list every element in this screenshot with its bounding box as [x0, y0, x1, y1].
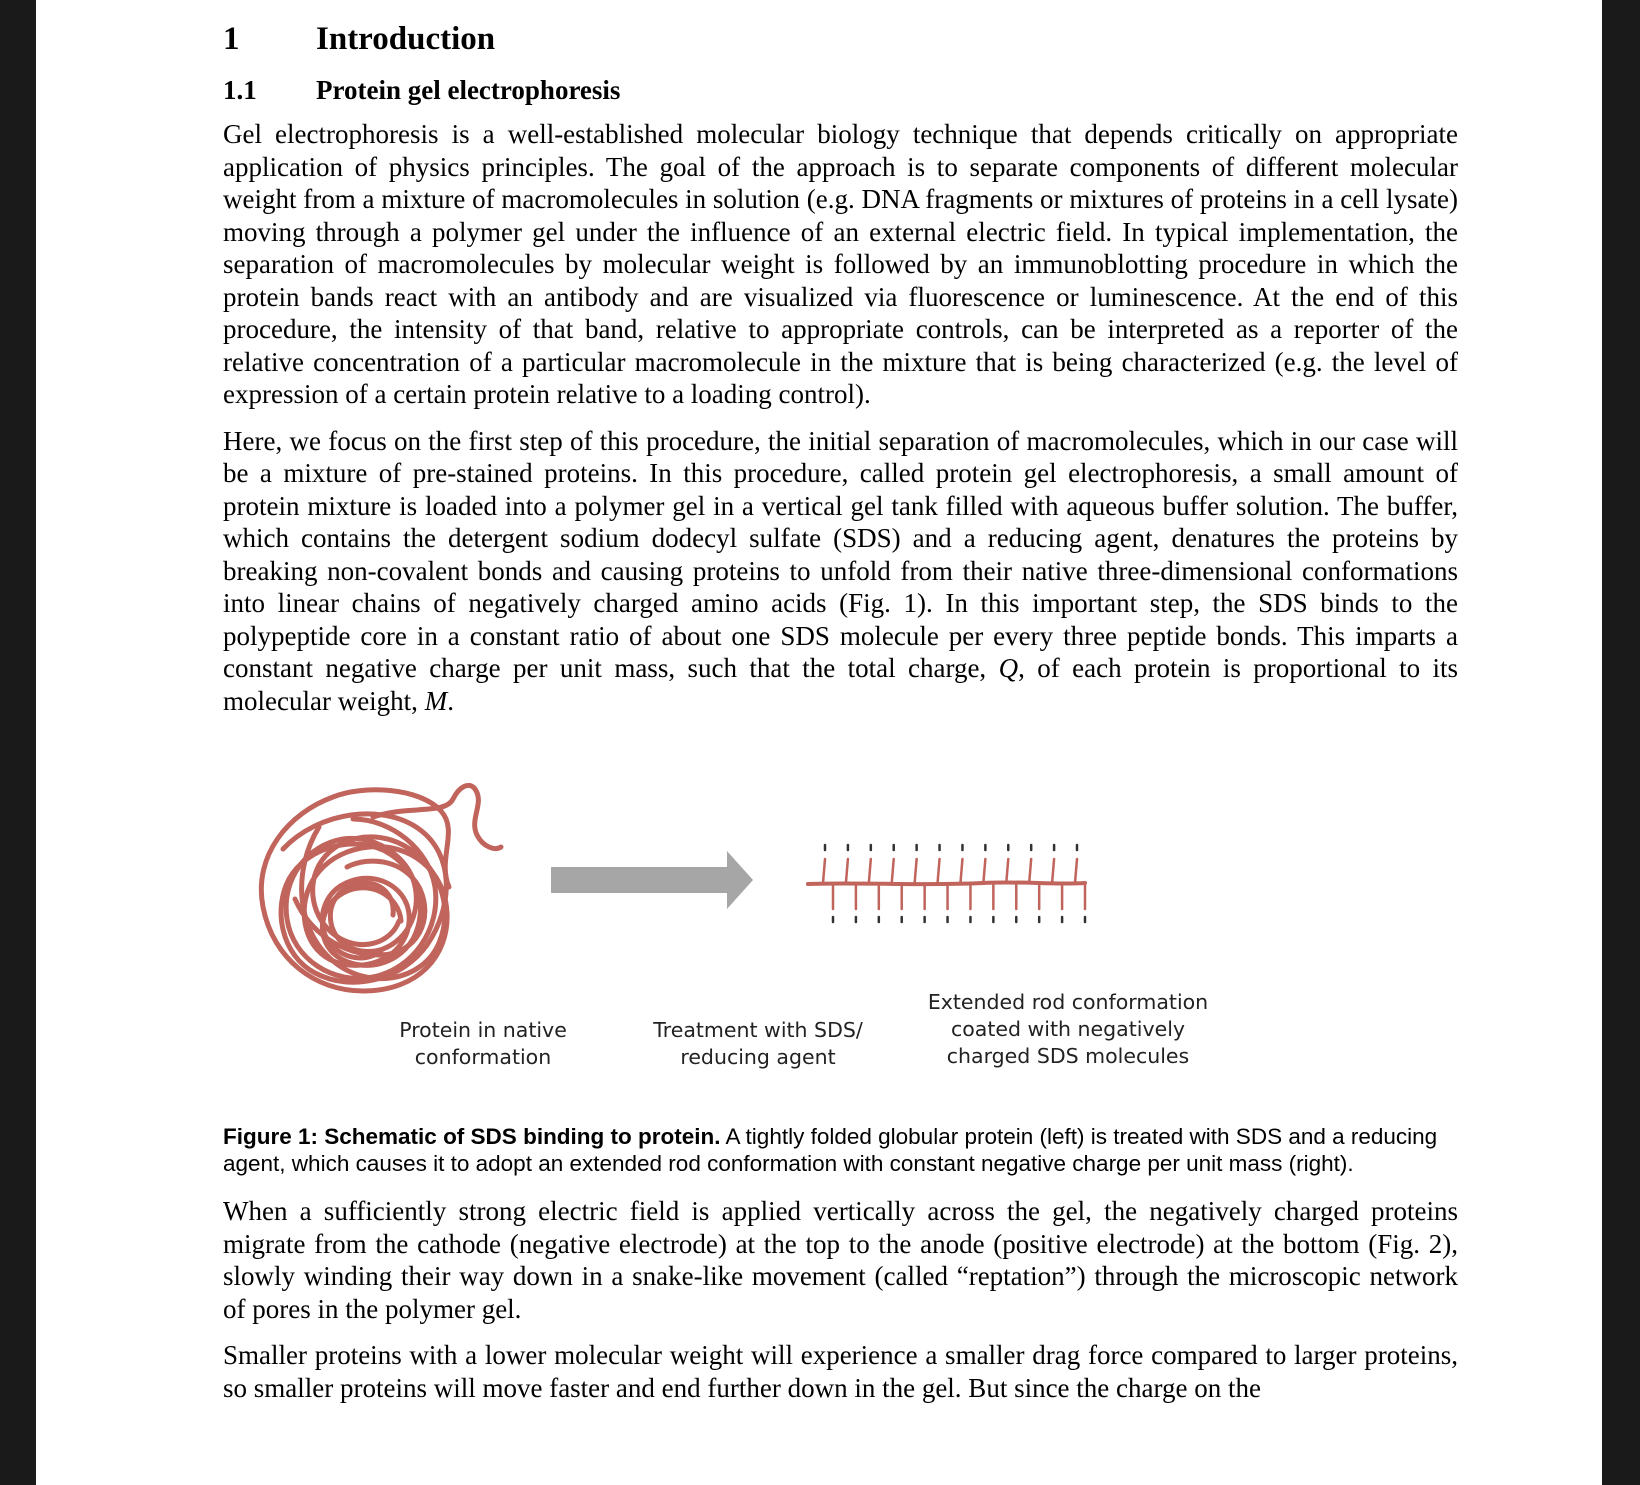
sds-stalk-upper [869, 859, 871, 883]
figure-1 [223, 759, 1458, 1124]
subsection-title: Protein gel electrophoresis [316, 75, 621, 105]
subsection-number: 1.1 [223, 75, 257, 105]
sds-stalk-upper [892, 859, 894, 883]
label-rod-line3: charged SDS molecules [946, 1044, 1190, 1068]
label-native-line2: conformation [414, 1045, 552, 1069]
sds-stalk-upper [1006, 859, 1008, 883]
label-rod-line2: coated with negatively [950, 1017, 1186, 1041]
paragraph-2-text: Here, we focus on the first step of this procedure, the initial separation of macromolecules, which in our case will be a mixture of pre-stained proteins. In this procedure, called protein gel electrophoresis, a small amount of protein mixture is loaded into a polymer gel in a vertical gel tank filled with aqueous buffer solution. The buffer, which contains the detergent sodium dodecyl sulfate (SDS) and a reducing agent, denatures the proteins by breaking non-covalent bonds and causing proteins to unfold from their native three-dimensional conformations into linear chains of negatively charged amino acids (Fig. 1). In this important step, the SDS binds to the polypeptide core in a constant ratio of about one SDS molecule per every three peptide bonds. This imparts a constant negative charge per unit mass, such that the total charge, [223, 425, 1458, 683]
caption-text: A tightly folded globular protein (left) is treated with SDS and a reducing agent, which causes it to adopt an extended rod conformation with constant negative charge per unit mass (right). [223, 1124, 1438, 1176]
sds-stalk-upper [1075, 859, 1077, 883]
subsection-heading [223, 72, 1458, 108]
label-treatment-line1: Treatment with SDS/ [653, 1018, 863, 1042]
sds-stalk-upper [938, 859, 940, 883]
sds-stalk-upper [823, 859, 825, 883]
treatment-arrow-icon [551, 851, 753, 909]
paragraph-2 [223, 425, 1458, 718]
document-page [36, 0, 1602, 1485]
paragraph-1: Gel electrophoresis is a well-established molecular biology technique that depends critically on appropriate application of physics principles. The goal of the approach is to separate components of different molecular weight from a mixture of macromolecules in solution (e.g. DNA fragments or mixtures of proteins in a cell lysate) moving through a polymer gel under the influence of an external electric field. In typical implementation, the separation of macromolecules by molecular weight is followed by an immunoblotting procedure in which the protein bands react with an antibody and are visualized via fluorescence or luminescence. At the end of this procedure, the intensity of that band, relative to appropriate controls, can be interpreted as a reporter of the relative concentration of a particular macromolecule in the mixture that is being characterized (e.g. the level of expression of a certain protein relative to a loading control). [223, 119, 1458, 409]
section-heading [223, 18, 1458, 60]
label-treatment [633, 1017, 883, 1071]
label-native-protein [383, 1017, 583, 1071]
page-content [223, 0, 1458, 1404]
section-number: 1 [223, 21, 240, 57]
paragraph-4: Smaller proteins with a lower molecular weight will experience a smaller drag force compared to larger proteins, so smaller proteins will move faster and end further down in the gel. But since the charge on the [223, 1340, 1458, 1403]
paragraph-2-mid: , of each protein is proportional to its molecular weight, [223, 653, 1458, 716]
sds-stalk-upper [960, 859, 962, 883]
label-extended-rod [923, 989, 1213, 1070]
label-rod-line1: Extended rod conformation [927, 990, 1209, 1014]
sds-stalk-upper [915, 859, 917, 883]
sds-stalk-upper [1029, 859, 1031, 883]
section-title: Introduction [316, 21, 496, 57]
label-treatment-line2: reducing agent [680, 1045, 836, 1069]
sds-stalk-upper [1052, 859, 1054, 883]
extended-rod-icon [808, 845, 1085, 922]
caption-title: Figure 1: Schematic of SDS binding to protein. [223, 1124, 721, 1149]
variable-q: Q [998, 653, 1019, 683]
label-native-line1: Protein in native [399, 1018, 567, 1042]
sds-stalk-upper [983, 859, 985, 883]
paragraph-3: When a sufficiently strong electric field is applied vertically across the gel, the negatively charged proteins migrate from the cathode (negative electrode) at the top to the anode (positive electrode) at the bottom (Fig. 2), slowly winding their way down in a snake-like movement (called “reptation”) through the microscopic network of pores in the polymer gel. [223, 1196, 1458, 1324]
paragraph-2-end: . [447, 685, 454, 716]
variable-m: M [424, 685, 448, 716]
globular-protein-icon [261, 785, 501, 991]
figure-caption [223, 1124, 1458, 1177]
sds-stalk-upper [846, 859, 848, 883]
